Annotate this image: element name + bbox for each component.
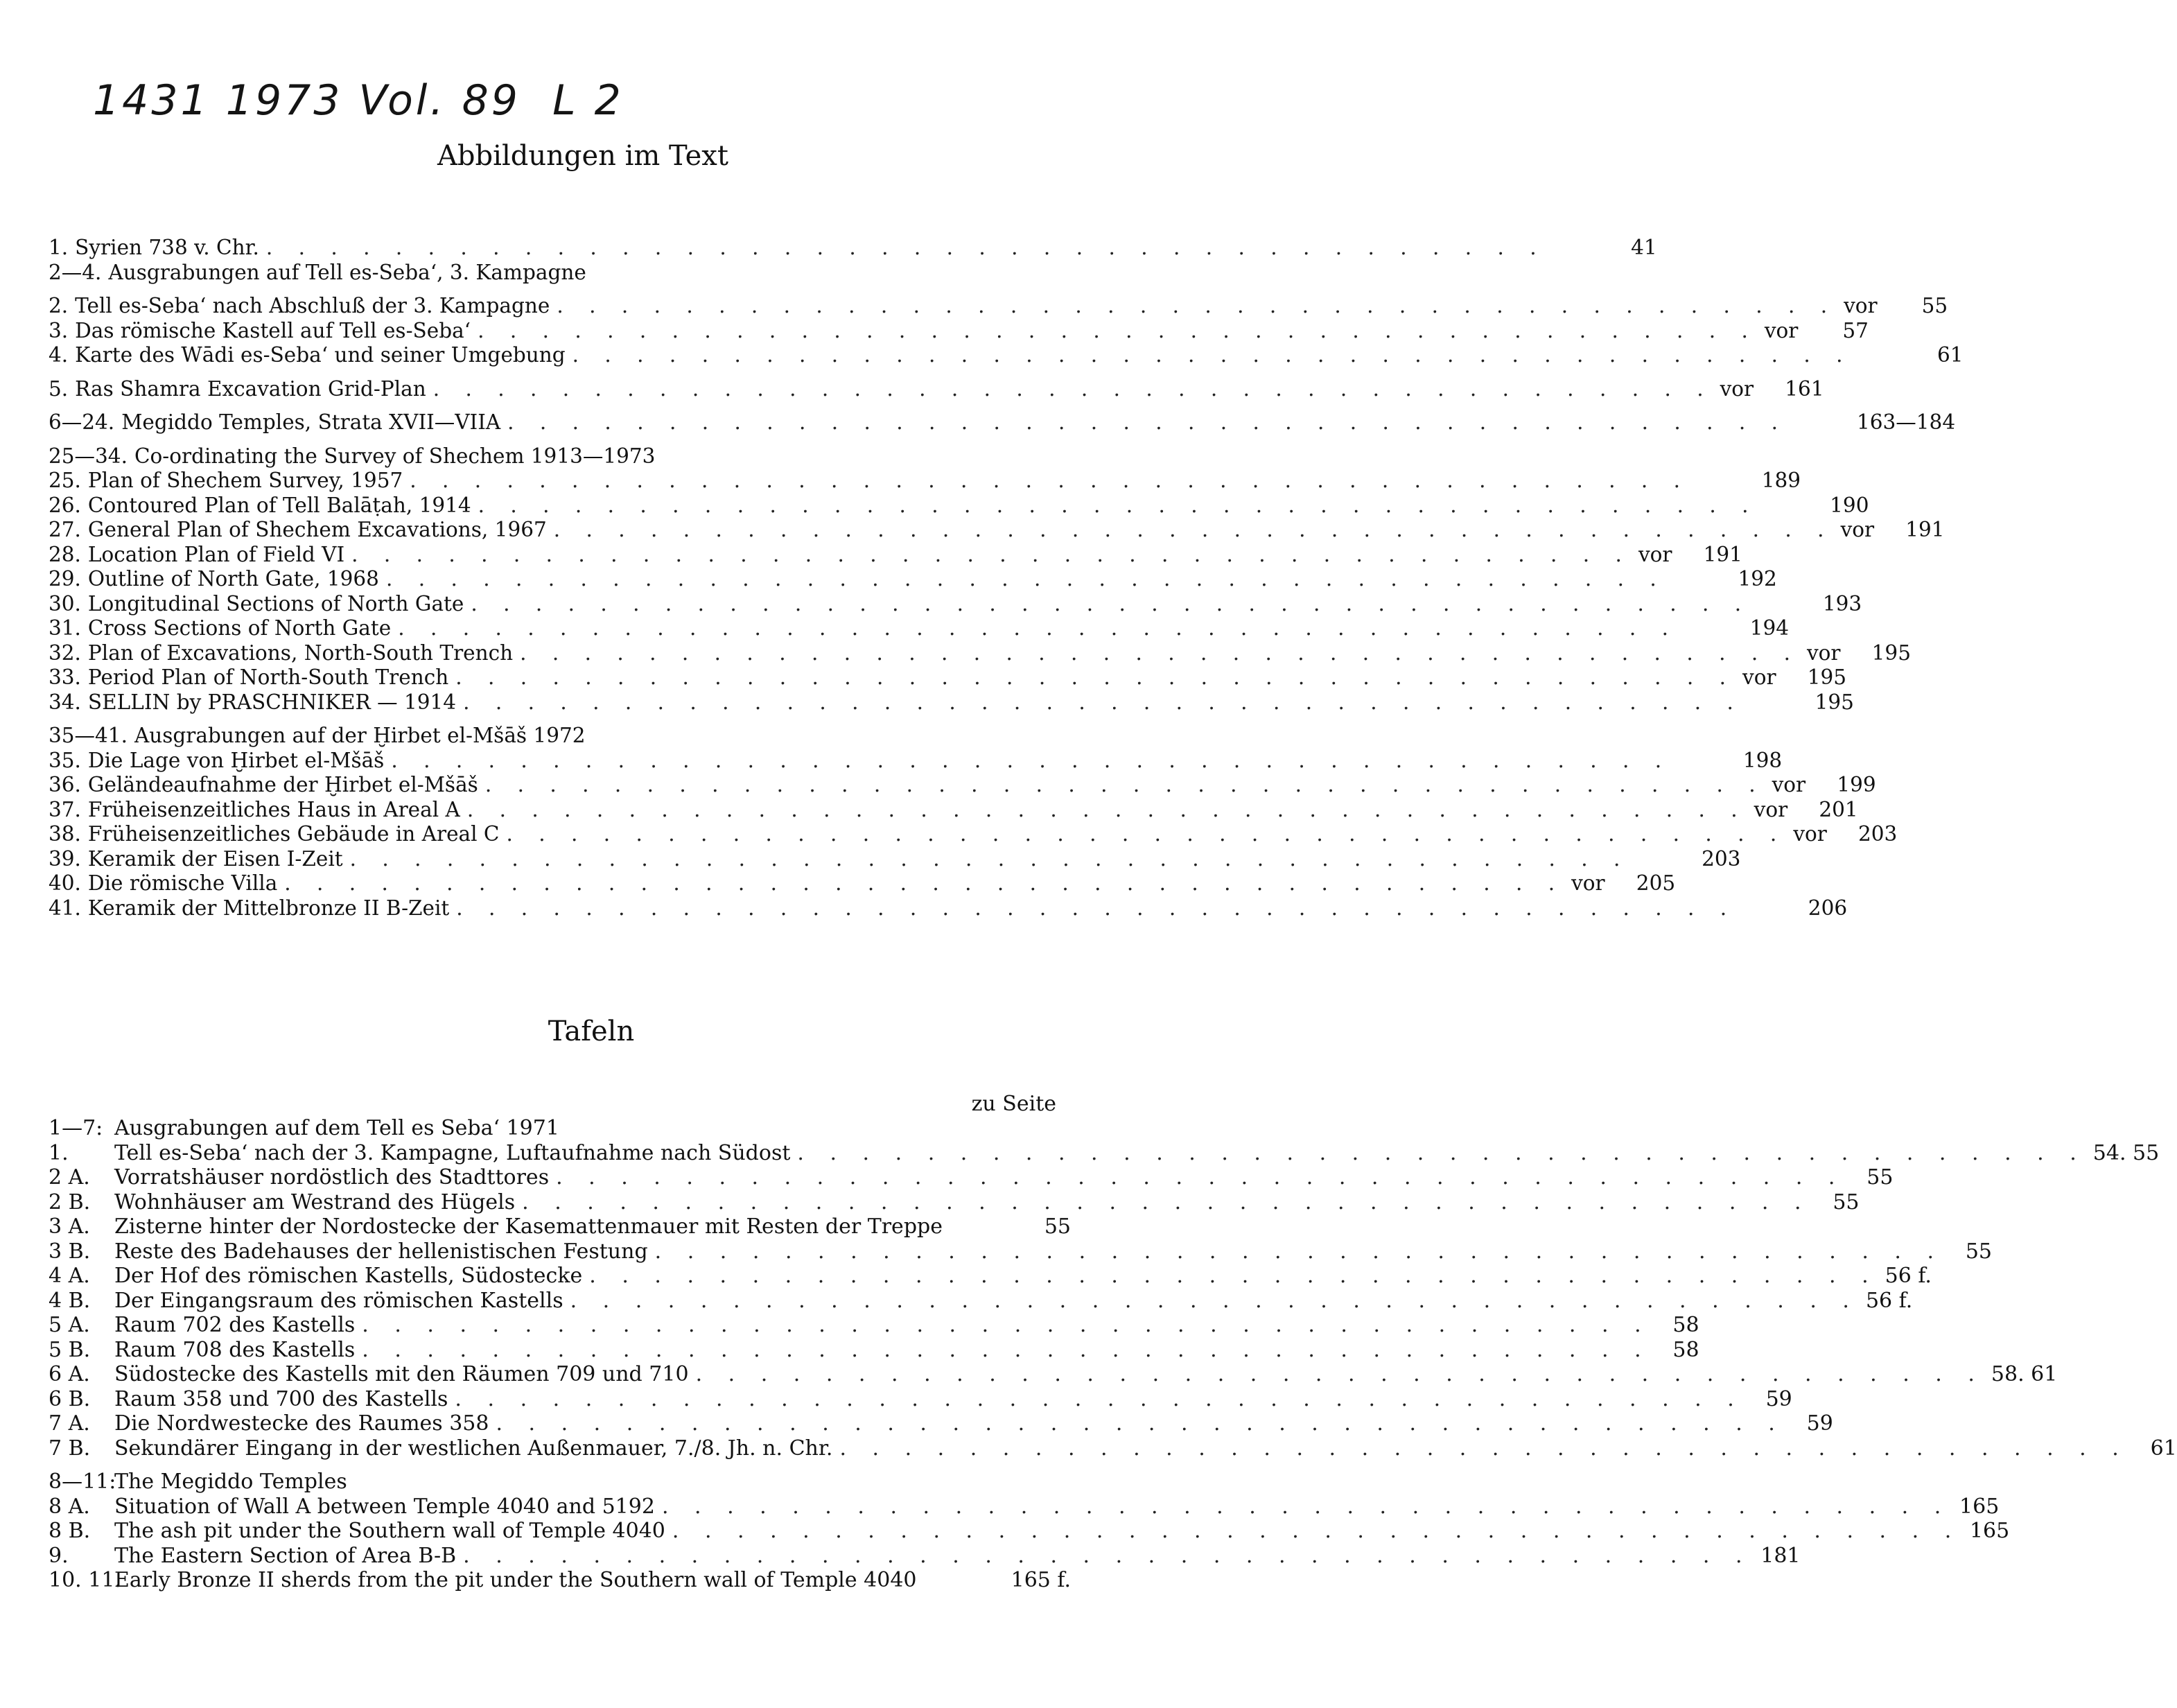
item-number: 6 B.	[49, 1386, 91, 1411]
item-title: SELLIN by PRASCHNIKER — 1914	[87, 690, 457, 714]
item-number: 6—24.	[49, 410, 115, 434]
item-number: 2—4.	[49, 260, 102, 284]
item-title: Situation of Wall A between Temple 4040 and 5192	[114, 1494, 655, 1519]
item-title: Early Bronze II sherds from the pit under the Southern wall of Temple 4040	[114, 1568, 917, 1592]
list-item	[49, 567, 1777, 592]
item-title: Die römische Villa	[87, 871, 278, 895]
item-number: 36.	[49, 773, 81, 796]
item-page: 201	[1819, 797, 1858, 821]
item-title: Sekundärer Eingang in der westlichen Außenmauer, 7./8. Jh. n. Chr.	[114, 1436, 833, 1461]
item-vor: vor	[1840, 518, 1875, 541]
leader-dots: . . . . . . . . . . . . . . . . . . . . . . . . . . . . . . . . . . . . . . . .	[695, 1362, 1984, 1386]
item-page: 195	[1871, 640, 1911, 665]
item-page: 192	[1738, 567, 1777, 591]
item-page: 59	[1765, 1386, 1792, 1411]
list-item	[49, 343, 1964, 368]
leader-dots: . . . . . . . . . . . . . . . . . . . . . . . . . . . . . . . . . . . . . . . .	[672, 1519, 1961, 1543]
item-title: Ausgrabungen auf der Ḫirbet el-Mšāš 1972	[134, 724, 586, 747]
item-number: 2 B.	[49, 1190, 91, 1214]
item-title: Die Nordwestecke des Raumes 358	[114, 1411, 489, 1436]
item-page: 191	[1703, 542, 1742, 566]
group-gap	[49, 435, 1047, 444]
item-title: Tell es-Seba‘ nach der 3. Kampagne, Luftaufnahme nach Südost	[114, 1140, 791, 1165]
item-page: 195	[1807, 665, 1847, 689]
item-title: Zisterne hinter der Nordostecke der Kasemattenmauer mit Resten der Treppe	[114, 1214, 943, 1239]
item-page: 59	[1806, 1411, 1833, 1436]
list-item	[49, 896, 1848, 921]
leader-dots: . . . . . . . . . . . . . . . . . . . . . . . . . . . . . . . . . . . . . . . .	[349, 846, 1630, 871]
item-title: Reste des Badehauses der hellenistischen Festung	[114, 1239, 648, 1264]
group-gap	[49, 285, 1047, 294]
item-title: Das römische Kastell auf Tell es-Seba‘	[75, 318, 471, 342]
list-item	[49, 1519, 2010, 1544]
item-page: 189	[1761, 469, 1801, 492]
list-item	[49, 294, 1948, 319]
item-title: Contoured Plan of Tell Balāṭah, 1914	[87, 493, 471, 517]
plates-list	[49, 1116, 2177, 1593]
item-page: 199	[1837, 773, 1876, 796]
list-item	[49, 724, 1047, 749]
item-page: 163—184	[1856, 410, 1956, 434]
item-number: 40.	[49, 871, 81, 895]
item-title: Longitudinal Sections of North Gate	[87, 591, 464, 616]
list-item	[49, 261, 1047, 286]
list-item	[49, 1362, 2058, 1387]
item-page: 55	[1965, 1239, 1993, 1264]
item-title: Co-ordinating the Survey of Shechem 1913—1973	[134, 444, 656, 468]
item-page: 198	[1742, 748, 1783, 772]
item-number: 1.	[49, 236, 69, 259]
item-page: 57	[1842, 318, 1869, 342]
plates-page-column-header: zu Seite	[971, 1092, 1056, 1116]
item-vor: vor	[1793, 822, 1827, 846]
leader-dots: . . . . . . . . . . . . . . . . . . . . . . . . . . . . . . . . . . . . . . . .	[391, 748, 1672, 772]
leader-dots: . . . . . . . . . . . . . . . . . . . . . . . . . . . . . . . . . . . . . . . .	[351, 542, 1632, 566]
list-item	[49, 236, 1657, 261]
item-page: 54. 55	[2092, 1140, 2160, 1165]
group-gap	[49, 1461, 1071, 1470]
item-number: 4 B.	[49, 1288, 91, 1313]
leader-dots: . . . . . . . . . . . . . . . . . . . . . . . . . . . . . . . . . . . . . . . .	[432, 376, 1713, 401]
item-title: Der Eingangsraum des römischen Kastells	[114, 1288, 563, 1313]
list-item	[49, 1543, 1801, 1569]
item-title: Cross Sections of North Gate	[87, 616, 392, 640]
item-title: Früheisenzeitliches Haus in Areal A	[87, 797, 460, 821]
item-number: 3 B.	[49, 1239, 91, 1264]
item-vor: vor	[1571, 871, 1605, 895]
item-title: Vorratshäuser nordöstlich des Stadttores	[114, 1165, 550, 1190]
item-title: Früheisenzeitliches Gebäude in Areal C	[87, 822, 500, 846]
item-number: 25—34.	[49, 444, 128, 468]
item-title: Ausgrabungen auf dem Tell es Seba‘ 1971	[114, 1116, 559, 1140]
item-title: Plan of Shechem Survey, 1957	[87, 469, 403, 492]
item-page: 165 f.	[1011, 1568, 1071, 1592]
item-title: Plan of Excavations, North-South Trench	[87, 640, 514, 665]
list-item	[49, 318, 1869, 344]
leader-dots: . . . . . . . . . . . . . . . . . . . . . . . . . . . . . . . . . . . . . . . .	[362, 1313, 1651, 1337]
item-page: 203	[1858, 822, 1898, 846]
list-item	[49, 773, 1876, 798]
item-vor: vor	[1638, 542, 1672, 566]
item-vor: vor	[1806, 640, 1841, 665]
item-page: 56 f.	[1865, 1288, 1913, 1313]
leader-dots: . . . . . . . . . . . . . . . . . . . . . . . . . . . . . . . . . . . . . . . .	[463, 1543, 1752, 1568]
item-title: Tell es-Seba‘ nach Abschluß der 3. Kampagne	[75, 294, 550, 317]
leader-dots: . . . . . . . . . . . . . . . . . . . . . . . . . . . . . . . . . . . . . . . .	[478, 493, 1758, 517]
item-title: Syrien 738 v. Chr.	[75, 236, 259, 259]
list-item	[49, 518, 1945, 543]
leader-dots: . . . . . . . . . . . . . . . . . . . . . . . . . . . . . . . . . . . . . . . .	[553, 518, 1834, 541]
item-title: The Eastern Section of Area B-B	[114, 1543, 457, 1568]
item-number: 4.	[49, 343, 69, 367]
item-page: 55	[1921, 294, 1948, 317]
item-page: 55	[1833, 1190, 1860, 1214]
leader-dots: . . . . . . . . . . . . . . . . . . . . . . . . . . . . . . . . . . . . . . . .	[484, 773, 1765, 796]
leader-dots: . . . . . . . . . . . . . . . . . . . . . . . . . . . . . . . . . . . . . . . .	[466, 797, 1747, 821]
item-number: 5 A.	[49, 1313, 90, 1337]
item-page: 203	[1702, 846, 1741, 871]
item-title: Period Plan of North-South Trench	[87, 665, 449, 689]
leader-dots: . . . . . . . . . . . . . . . . . . . . . . . . . . . . . . . . . . . . . . . .	[362, 1337, 1651, 1362]
item-page: 190	[1830, 493, 1869, 517]
list-item	[49, 1411, 1833, 1436]
list-item	[49, 1165, 1894, 1190]
item-title: Der Hof des römischen Kastells, Südostecke	[114, 1264, 583, 1288]
item-page: 58	[1672, 1313, 1699, 1337]
item-vor: vor	[1720, 376, 1754, 401]
list-item	[49, 376, 1824, 402]
list-item	[49, 1116, 1071, 1141]
leader-dots: . . . . . . . . . . . . . . . . . . . . . . . . . . . . . . . . . . . . . . . .	[398, 616, 1679, 640]
item-number: 5 B.	[49, 1337, 91, 1362]
leader-dots: . . . . . . . . . . . . . . . . . . . . . . . . . . . . . . . . . . . . . . . .	[385, 567, 1666, 591]
item-page: 194	[1749, 616, 1790, 640]
list-item	[49, 1288, 1913, 1314]
list-item	[49, 1337, 1699, 1363]
item-title: Raum 708 des Kastells	[114, 1337, 356, 1362]
leader-dots: . . . . . . . . . . . . . . . . . . . . . . . . . . . . . . . . . . . . . . . .	[478, 318, 1758, 342]
item-number: 3 A.	[49, 1214, 90, 1239]
item-title: Ausgrabungen auf Tell es-Seba‘, 3. Kampagne	[108, 260, 586, 284]
item-number: 31.	[49, 616, 81, 640]
item-number: 4 A.	[49, 1264, 90, 1288]
list-item	[49, 410, 1956, 435]
item-number: 29.	[49, 567, 81, 591]
list-item	[49, 616, 1790, 641]
item-page: 61	[2150, 1436, 2177, 1461]
leader-dots: . . . . . . . . . . . . . . . . . . . . . . . . . . . . . . . . . . . . . . . .	[463, 690, 1743, 714]
list-item	[49, 871, 1676, 896]
item-number: 2 A.	[49, 1165, 90, 1190]
item-page: 205	[1636, 871, 1676, 895]
item-title: Outline of North Gate, 1968	[87, 567, 379, 591]
item-vor: vor	[1772, 773, 1806, 796]
item-title: Geländeaufnahme der Ḫirbet el-Mšāš	[87, 773, 478, 796]
group-gap	[49, 368, 1047, 377]
handwritten-call-number: 1431 1973 Vol. 89 L 2	[93, 76, 624, 125]
list-item	[49, 469, 1801, 494]
item-page: 41	[1631, 236, 1657, 259]
item-vor: vor	[1764, 318, 1799, 342]
leader-dots: . . . . . . . . . . . . . . . . . . . . . . . . . . . . . . . . . . . . . . . .	[589, 1264, 1878, 1288]
list-item	[49, 542, 1742, 568]
item-number: 8 B.	[49, 1519, 91, 1543]
list-item	[49, 1436, 2177, 1461]
item-title: Raum 358 und 700 des Kastells	[114, 1386, 448, 1411]
leader-dots: . . . . . . . . . . . . . . . . . . . . . . . . . . . . . . . . . . . . . . . .	[507, 410, 1787, 434]
leader-dots: . . . . . . . . . . . . . . . . . . . . . . . . . . . . . . . . . . . . . . . .	[520, 640, 1800, 665]
leader-dots: . . . . . . . . . . . . . . . . . . . . . . . . . . . . . . . . . . . . . . . .	[797, 1140, 2086, 1165]
leader-dots: . . . . . . . . . . . . . . . . . . . . . . . . . . . . . . . . . . . . . . . .	[572, 343, 1853, 367]
list-item	[49, 1140, 2160, 1166]
leader-dots: . . . . . . . . . . . . . . . . . . . . . . . . . . . . . . . . . . . . . . . .	[506, 822, 1787, 846]
item-vor: vor	[1742, 665, 1776, 689]
leader-dots: . . . . . . . . . . . . . . . . . . . . . . . . . . . . . . . . . . . . . . . .	[456, 896, 1737, 920]
item-page: 55	[1866, 1165, 1894, 1190]
leader-dots: . . . . . . . . . . . . . . . . . . . . . . . . . . . . . . . . . . . . . . . .	[556, 1165, 1845, 1190]
item-number: 28.	[49, 542, 81, 566]
list-item	[49, 665, 1847, 690]
item-number: 41.	[49, 896, 81, 920]
item-number: 26.	[49, 493, 81, 517]
list-item	[49, 444, 1047, 469]
item-number: 7 A.	[49, 1411, 90, 1436]
text-figures-list	[49, 236, 1964, 921]
leader-dots: . . . . . . . . . . . . . . . . . . . . . . . . . . . . . . . . . . . . . . . .	[471, 591, 1751, 616]
item-number: 39.	[49, 846, 81, 871]
item-page: 193	[1822, 591, 1862, 616]
plates-title: Tafeln	[548, 1016, 635, 1047]
leader-dots: . . . . . . . . . . . . . . . . . . . . . . . . . . . . . . . . . . . . . . . .	[455, 1386, 1744, 1411]
item-title: Südostecke des Kastells mit den Räumen 709 und 710	[114, 1362, 689, 1386]
item-title: Ras Shamra Excavation Grid-Plan	[75, 376, 426, 401]
leader-dots: . . . . . . . . . . . . . . . . . . . . . . . . . . . . . . . . . . . . . . . .	[654, 1239, 1944, 1264]
item-page: 58	[1672, 1337, 1699, 1362]
leader-dots: . . . . . . . . . . . . . . . . . . . . . . . . . . . . . . . . . . . . . . . .	[570, 1288, 1859, 1313]
item-number: 34.	[49, 690, 81, 714]
item-number: 5.	[49, 376, 69, 401]
item-title: The Megiddo Temples	[114, 1470, 347, 1494]
item-number: 7 B.	[49, 1436, 91, 1461]
list-item	[49, 591, 1862, 617]
list-item	[49, 690, 1854, 715]
leader-dots: . . . . . . . . . . . . . . . . . . . . . . . . . . . . . . . . . . . . . . . .	[455, 665, 1736, 689]
item-page: 165	[1969, 1519, 2010, 1543]
item-page: 55	[1044, 1214, 1071, 1239]
item-number: 30.	[49, 591, 81, 616]
leader-dots: . . . . . . . . . . . . . . . . . . . . . . . . . . . . . . . . . . . . . . . .	[839, 1436, 2128, 1461]
text-figures-title: Abbildungen im Text	[437, 140, 728, 172]
leader-dots: . . . . . . . . . . . . . . . . . . . . . . . . . . . . . . . . . . . . . . . .	[410, 469, 1690, 492]
item-number: 1.	[49, 1140, 69, 1165]
list-item	[49, 1494, 2000, 1519]
item-title: The ash pit under the Southern wall of Temple 4040	[114, 1519, 665, 1543]
item-title: Keramik der Mittelbronze II B-Zeit	[87, 896, 450, 920]
item-page: 161	[1785, 376, 1824, 401]
leader-dots: . . . . . . . . . . . . . . . . . . . . . . . . . . . . . . . . . . . . . . . .	[284, 871, 1565, 895]
item-page: 165	[1959, 1494, 2000, 1519]
list-item	[49, 493, 1869, 518]
list-item	[49, 822, 1898, 847]
list-item	[49, 1264, 1932, 1289]
item-number: 8—11:	[49, 1470, 116, 1494]
item-vor: vor	[1754, 797, 1788, 821]
list-item	[49, 1568, 1071, 1593]
item-title: Keramik der Eisen I-Zeit	[87, 846, 343, 871]
list-item	[49, 797, 1858, 823]
list-item	[49, 846, 1741, 872]
item-title: Location Plan of Field VI	[87, 542, 345, 566]
group-gap	[49, 715, 1047, 724]
leader-dots: . . . . . . . . . . . . . . . . . . . . . . . . . . . . . . . . . . . . . . . .	[522, 1190, 1811, 1214]
item-number: 35—41.	[49, 724, 128, 747]
list-item	[49, 1386, 1792, 1412]
item-number: 2.	[49, 294, 69, 317]
item-number: 27.	[49, 518, 81, 541]
item-number: 37.	[49, 797, 81, 821]
item-number: 9.	[49, 1543, 69, 1568]
item-vor: vor	[1844, 294, 1878, 317]
item-number: 25.	[49, 469, 81, 492]
item-title: Karte des Wādi es-Seba‘ und seiner Umgebung	[75, 343, 566, 367]
item-number: 3.	[49, 318, 69, 342]
item-page: 56 f.	[1885, 1264, 1932, 1288]
list-item	[49, 1239, 1993, 1264]
item-number: 35.	[49, 748, 81, 772]
item-number: 10. 11.	[49, 1568, 121, 1592]
item-number: 33.	[49, 665, 81, 689]
group-gap	[49, 401, 1047, 410]
list-item	[49, 1470, 1071, 1494]
item-title: General Plan of Shechem Excavations, 1967	[87, 518, 547, 541]
item-number: 32.	[49, 640, 81, 665]
item-page: 61	[1936, 343, 1964, 367]
list-item	[49, 1214, 1071, 1239]
item-number: 6 A.	[49, 1362, 90, 1386]
item-title: Megiddo Temples, Strata XVII—VIIA	[121, 410, 501, 434]
item-page: 195	[1815, 690, 1854, 714]
leader-dots: . . . . . . . . . . . . . . . . . . . . . . . . . . . . . . . . . . . . . . . .	[265, 236, 1546, 259]
item-page: 181	[1760, 1543, 1801, 1568]
item-title: Raum 702 des Kastells	[114, 1313, 356, 1337]
list-item	[49, 748, 1783, 774]
item-page: 58. 61	[1991, 1362, 2058, 1386]
item-page: 191	[1905, 518, 1945, 541]
list-item	[49, 1190, 1860, 1215]
leader-dots: . . . . . . . . . . . . . . . . . . . . . . . . . . . . . . . . . . . . . . . .	[557, 294, 1837, 317]
item-number: 1—7:	[49, 1116, 103, 1140]
item-number: 8 A.	[49, 1494, 90, 1519]
item-title: Wohnhäuser am Westrand des Hügels	[114, 1190, 516, 1214]
item-title: Die Lage von Ḫirbet el-Mšāš	[87, 748, 385, 772]
list-item	[49, 1313, 1699, 1338]
leader-dots: . . . . . . . . . . . . . . . . . . . . . . . . . . . . . . . . . . . . . . . .	[496, 1411, 1785, 1436]
item-number: 38.	[49, 822, 81, 846]
list-item	[49, 640, 1911, 666]
item-page: 206	[1808, 896, 1848, 920]
leader-dots: . . . . . . . . . . . . . . . . . . . . . . . . . . . . . . . . . . . . . . . .	[661, 1494, 1951, 1519]
